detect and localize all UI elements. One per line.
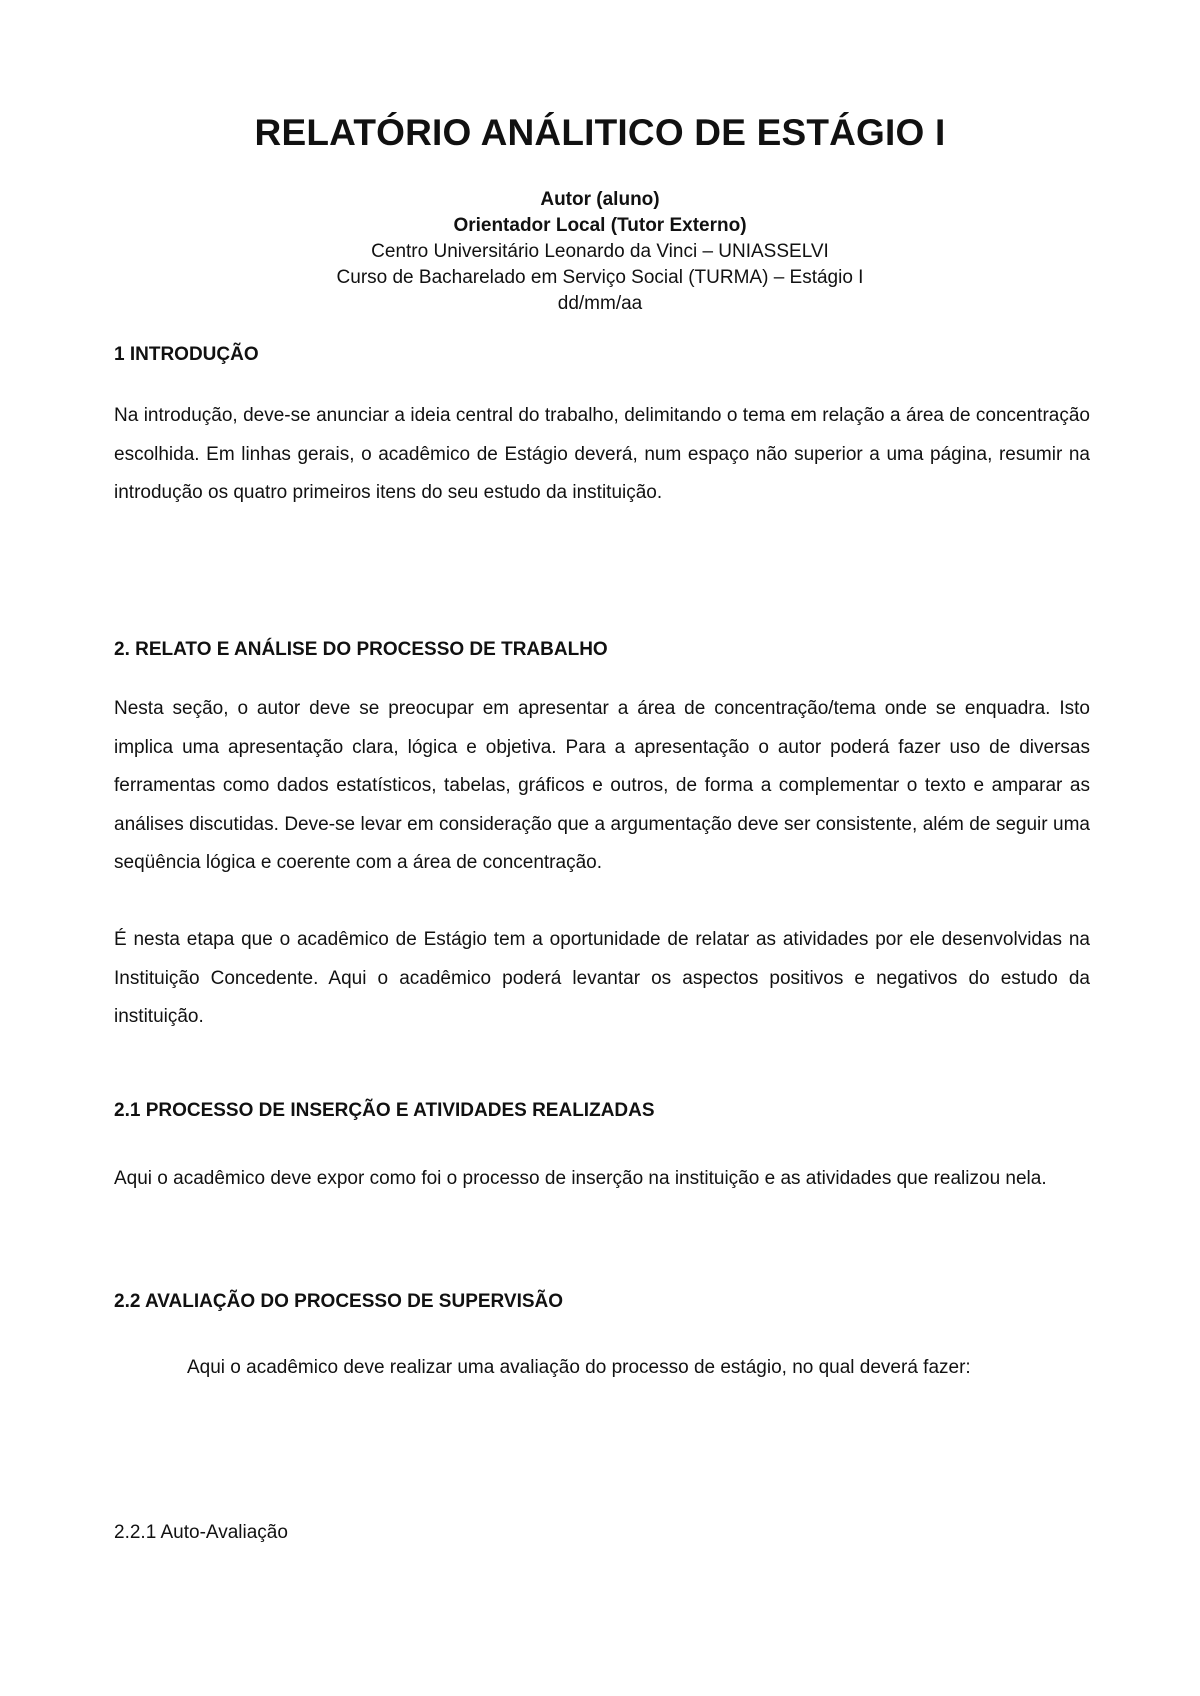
subsection-heading-self-evaluation: 2.2.1 Auto-Avaliação [114,1522,288,1543]
advisor-line: Orientador Local (Tutor Externo) [453,215,747,236]
course-line: Curso de Bacharelado em Serviço Social (TURMA) – Estágio I [336,267,864,288]
author-line: Autor (aluno) [540,189,660,210]
date-line: dd/mm/aa [557,293,643,314]
section-heading-report: 2. RELATO E ANÁLISE DO PROCESSO DE TRABALHO [114,639,608,660]
section-heading-insertion: 2.1 PROCESSO DE INSERÇÃO E ATIVIDADES REALIZADAS [114,1100,655,1121]
report-paragraph-1: Nesta seção, o autor deve se preocupar em apresentar a área de concentração/tema onde se enquadra. Isto implica uma apresentação clara, lógica e objetiva. Para a apresentação o autor poderá fazer uso de diversas ferramentas como dados estatísticos, tabelas, gráficos e outros, de forma a complementar o texto e amparar as análises discutidas. Deve-se levar em consideração que a argumentação deve ser consistente, além de seguir uma seqüência lógica e coerente com a área de concentração. [114,698,1090,873]
report-paragraph-2: É nesta etapa que o acadêmico de Estágio tem a oportunidade de relatar as atividades por ele desenvolvidas na Instituição Concedente. Aqui o acadêmico poderá levantar os aspectos positivos e negativos do estudo da instituição. [114,929,1090,1027]
introduction-paragraph: Na introdução, deve-se anunciar a ideia central do trabalho, delimitando o tema em relação a área de concentração escolhida. Em linhas gerais, o acadêmico de Estágio deverá, num espaço não superior a uma página, resumir na introdução os quatro primeiros itens do seu estudo da instituição. [114,405,1090,503]
institution-line: Centro Universitário Leonardo da Vinci – UNIASSELVI [371,241,829,262]
section-heading-supervision: 2.2 AVALIAÇÃO DO PROCESSO DE SUPERVISÃO [114,1291,564,1312]
section-heading-introduction: 1 INTRODUÇÃO [114,344,259,365]
insertion-paragraph: Aqui o acadêmico deve expor como foi o processo de inserção na instituição e as atividades que realizou nela. [114,1168,1047,1189]
document-title: RELATÓRIO ANÁLITICO DE ESTÁGIO I [254,112,946,153]
supervision-paragraph: Aqui o acadêmico deve realizar uma avaliação do processo de estágio, no qual deverá fazer: [187,1357,971,1378]
